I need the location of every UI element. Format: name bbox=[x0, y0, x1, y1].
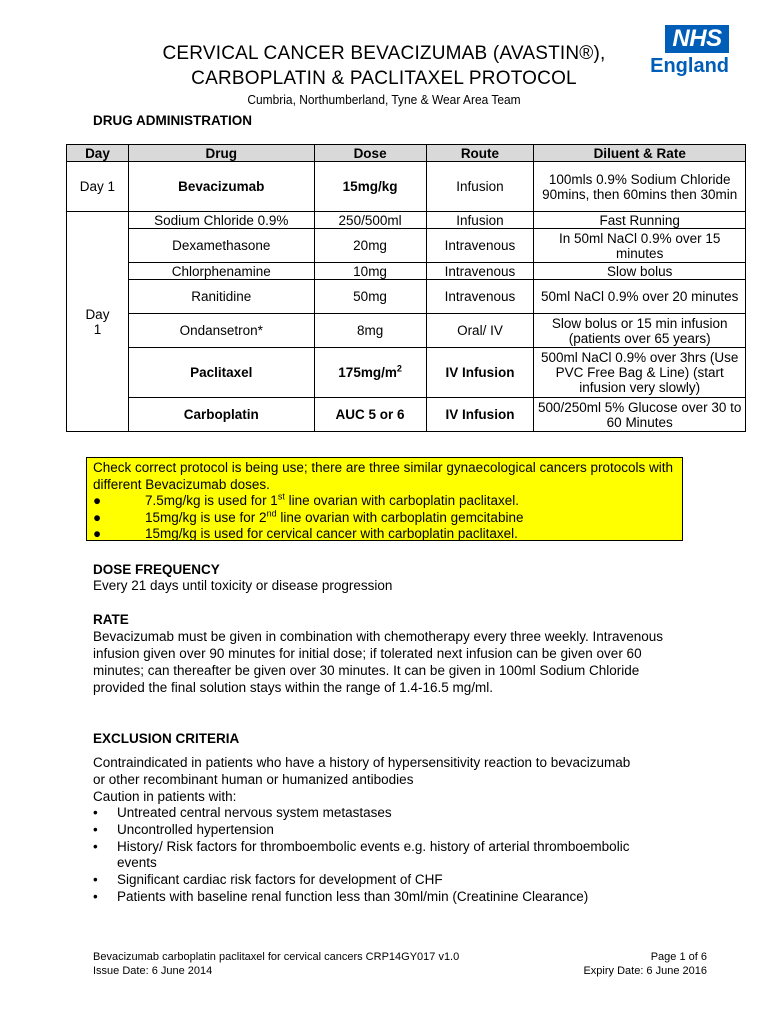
warning-bullet-text bbox=[145, 493, 519, 510]
day-label: Day bbox=[85, 306, 110, 322]
text-part: line ovarian with carboplatin gemcitabine bbox=[276, 509, 524, 525]
warning-bullet-item bbox=[93, 510, 682, 527]
route-cell: Intravenous bbox=[426, 263, 534, 280]
dose-cell: 10mg bbox=[314, 263, 426, 280]
bullet-icon: ● bbox=[93, 493, 102, 508]
route-cell: Oral/ IV bbox=[426, 314, 534, 348]
warning-bullet-text bbox=[145, 510, 523, 527]
drug-cell: Bevacizumab bbox=[128, 162, 314, 212]
footer-row bbox=[93, 950, 707, 964]
table-header-row bbox=[67, 145, 746, 162]
exclusion-text: Contraindicated in patients who have a history of hypersensitivity reaction to bevacizumab or other recombinant human or humanized antibodies bbox=[93, 755, 631, 787]
table-row bbox=[67, 162, 746, 212]
nhs-logo-box: NHS bbox=[665, 25, 729, 53]
list-item: • Untreated central nervous system metastases bbox=[93, 805, 653, 821]
list-item: • Significant cardiac risk factors for development of CHF bbox=[93, 872, 653, 888]
dose-cell: 15mg/kg bbox=[314, 162, 426, 212]
rate-cell: 100mls 0.9% Sodium Chloride 90mins, then 60mins then 30min bbox=[534, 162, 746, 212]
drug-cell: Sodium Chloride 0.9% bbox=[128, 212, 314, 229]
drug-cell: Dexamethasone bbox=[128, 229, 314, 263]
bullet-icon: ● bbox=[93, 509, 102, 525]
text-part: 15mg/kg is use for 2 bbox=[145, 509, 267, 525]
route-cell: IV Infusion bbox=[426, 398, 534, 432]
document-title-line2: CARBOPLATIN & PACLITAXEL PROTOCOL bbox=[191, 68, 577, 89]
list-item: • Patients with baseline renal function less than 30ml/min (Creatinine Clearance) bbox=[93, 889, 653, 905]
dose-cell: 250/500ml bbox=[314, 212, 426, 229]
rate-cell: 50ml NaCl 0.9% over 20 minutes bbox=[534, 280, 746, 314]
exclusion-criteria-heading: EXCLUSION CRITERIA bbox=[93, 731, 240, 746]
dose-frequency-text: Every 21 days until toxicity or disease progression bbox=[93, 578, 393, 593]
text-part: line ovarian with carboplatin paclitaxel. bbox=[284, 493, 519, 508]
drug-cell: Carboplatin bbox=[128, 398, 314, 432]
nhs-logo-region: England bbox=[650, 55, 729, 77]
rate-cell: Slow bolus or 15 min infusion (patients over 65 years) bbox=[534, 314, 746, 348]
dose-superscript: 2 bbox=[396, 363, 402, 374]
table-row bbox=[67, 314, 746, 348]
warning-bullet-item bbox=[93, 526, 682, 543]
protocol-warning-box bbox=[86, 457, 683, 541]
drug-administration-table bbox=[66, 144, 746, 432]
rate-cell: 500ml NaCl 0.9% over 3hrs (Use PVC Free Bag & Line) (start infusion very slowly) bbox=[534, 348, 746, 398]
column-header: Dose bbox=[314, 145, 426, 162]
day-cell: Day 1 bbox=[67, 162, 129, 212]
drug-administration-heading: DRUG ADMINISTRATION bbox=[93, 113, 252, 128]
dose-frequency-heading: DOSE FREQUENCY bbox=[93, 562, 220, 577]
footer-doc-ref: Bevacizumab carboplatin paclitaxel for cervical cancers CRP14GY017 v1.0 bbox=[93, 951, 460, 963]
rate-cell: In 50ml NaCl 0.9% over 15 minutes bbox=[534, 229, 746, 263]
dose-value: 175mg/m bbox=[338, 365, 397, 380]
table-row bbox=[67, 398, 746, 432]
caution-label: Caution in patients with: bbox=[93, 789, 237, 804]
footer-page-number: Page 1 of 6 bbox=[650, 951, 707, 963]
rate-cell: Slow bolus bbox=[534, 263, 746, 280]
dose-cell bbox=[314, 348, 426, 398]
table-row bbox=[67, 280, 746, 314]
text-part: 7.5mg/kg is used for 1 bbox=[145, 493, 278, 508]
drug-cell: Ranitidine bbox=[128, 280, 314, 314]
drug-cell: Chlorphenamine bbox=[128, 263, 314, 280]
drug-cell: Paclitaxel bbox=[128, 348, 314, 398]
list-item: • Uncontrolled hypertension bbox=[93, 822, 653, 838]
table-row bbox=[67, 263, 746, 280]
dose-cell: 8mg bbox=[314, 314, 426, 348]
table-row bbox=[67, 229, 746, 263]
footer-issue-date: Issue Date: 6 June 2014 bbox=[93, 965, 213, 977]
footer-expiry-date: Expiry Date: 6 June 2016 bbox=[583, 965, 707, 977]
rate-cell: 500/250ml 5% Glucose over 30 to 60 Minutes bbox=[534, 398, 746, 432]
table-row bbox=[67, 348, 746, 398]
page-footer bbox=[93, 950, 707, 978]
column-header: Day bbox=[67, 145, 129, 162]
day-group-cell bbox=[67, 212, 129, 432]
column-header: Route bbox=[426, 145, 534, 162]
route-cell: Infusion bbox=[426, 162, 534, 212]
superscript: st bbox=[277, 491, 285, 502]
column-header: Drug bbox=[128, 145, 314, 162]
bullet-icon: ● bbox=[93, 526, 102, 541]
dose-cell: AUC 5 or 6 bbox=[314, 398, 426, 432]
route-cell: IV Infusion bbox=[426, 348, 534, 398]
superscript: nd bbox=[266, 508, 277, 518]
footer-row bbox=[93, 964, 707, 978]
route-cell: Intravenous bbox=[426, 229, 534, 263]
warning-bullet-item bbox=[93, 493, 682, 510]
document-subtitle: Cumbria, Northumberland, Tyne & Wear Area Team bbox=[247, 92, 521, 107]
column-header: Diluent & Rate bbox=[534, 145, 746, 162]
route-cell: Intravenous bbox=[426, 280, 534, 314]
caution-list bbox=[93, 805, 653, 906]
dose-cell: 20mg bbox=[314, 229, 426, 263]
warning-intro: Check correct protocol is being use; there are three similar gynaecological cancers protocols with different Bevacizumab doses. bbox=[93, 460, 674, 492]
nhs-england-logo bbox=[613, 25, 733, 81]
document-title-line1: CERVICAL CANCER BEVACIZUMAB (AVASTIN®), bbox=[162, 43, 606, 64]
list-item: • History/ Risk factors for thromboembolic events e.g. history of arterial thromboembolic events bbox=[93, 839, 653, 871]
rate-cell: Fast Running bbox=[534, 212, 746, 229]
dose-cell: 50mg bbox=[314, 280, 426, 314]
route-cell: Infusion bbox=[426, 212, 534, 229]
table-row bbox=[67, 212, 746, 229]
rate-text: Bevacizumab must be given in combination with chemotherapy every three weekly. Intravenous infusion given over 90 minutes for initial dose; if tolerated next infusion can be given over 60 minutes; can thereafter be given over 30 minutes. It can be given in 100ml Sodium Chloride provided the final solution stays within the range of 1.4-16.5 mg/ml. bbox=[93, 629, 664, 695]
warning-bullet-text: 15mg/kg is used for cervical cancer with carboplatin paclitaxel. bbox=[145, 526, 518, 541]
day-number: 1 bbox=[93, 321, 102, 337]
rate-heading: RATE bbox=[93, 612, 129, 627]
drug-cell: Ondansetron* bbox=[128, 314, 314, 348]
